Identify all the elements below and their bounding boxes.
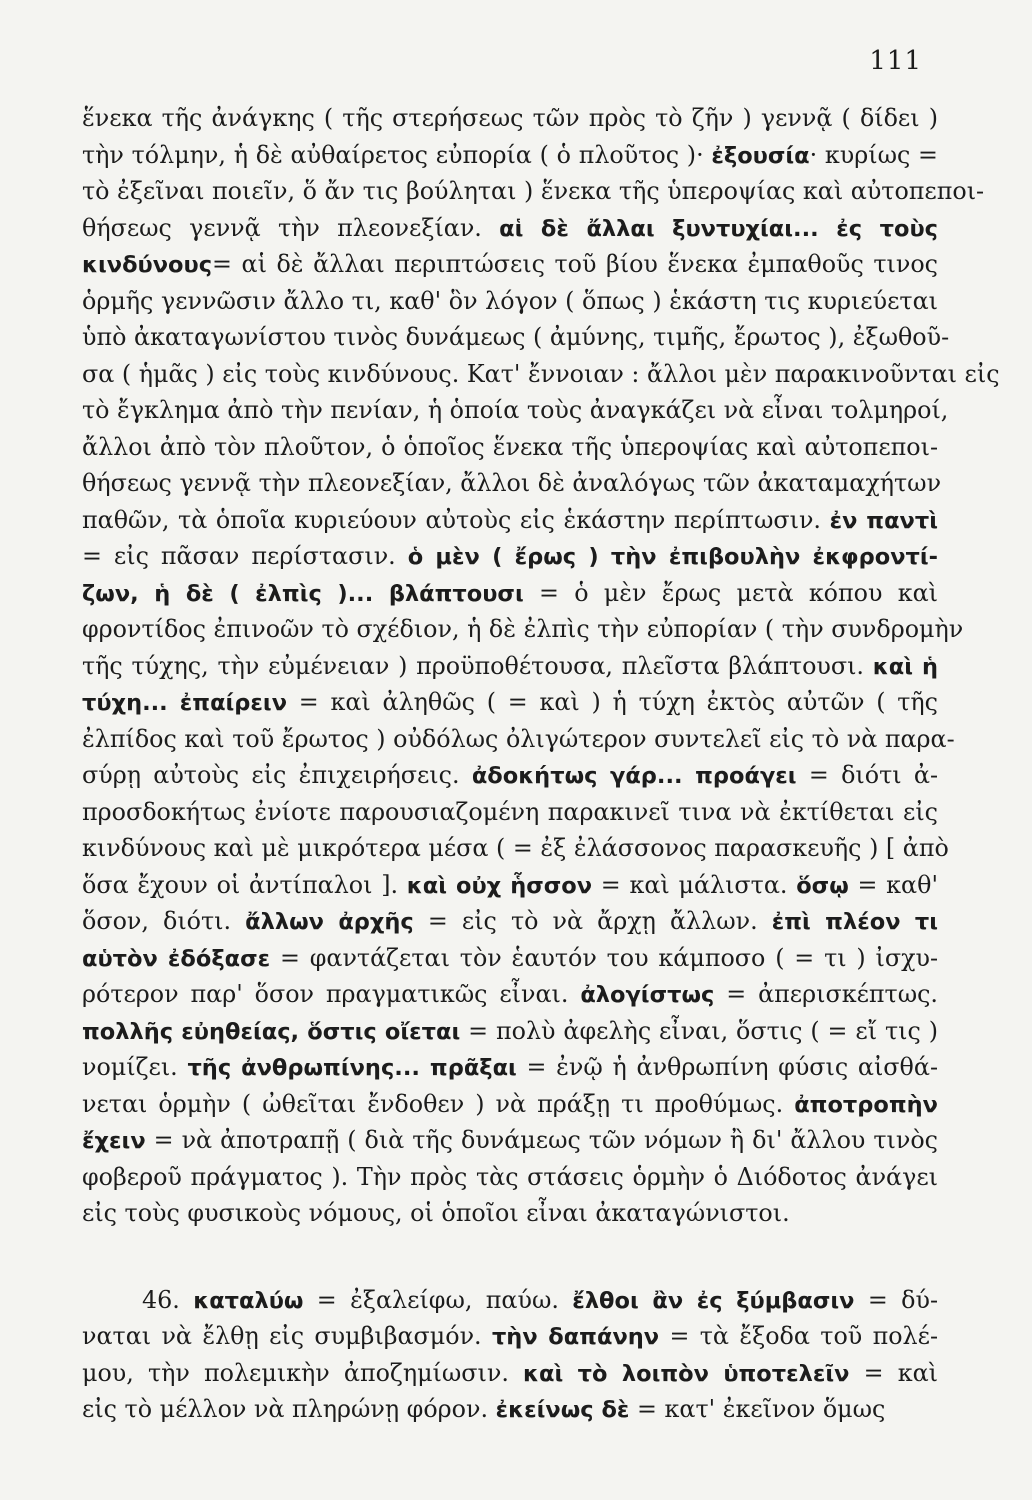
gloss-text: νομίζει. <box>82 1053 188 1081</box>
gloss-text: προσδοκήτως ἐνίοτε παρουσιαζομένη παρακινεῖ τινα νὰ ἐκτίθεται εἰς <box>82 797 938 826</box>
gloss-text: = πολὺ ἀφελὴς εἶναι, ὅστις ( = εἴ τις ) <box>460 1016 938 1045</box>
gloss-text: ἄλλοι ἀπὸ τὸν πλοῦτον, ὁ ὁποῖος ἕνεκα τῆς ὑπεροψίας καὶ αὐτοπεποι- <box>82 432 938 461</box>
text-line <box>82 392 949 429</box>
text-line <box>82 1355 938 1392</box>
gloss-text: ὁρμῆς γεννῶσιν ἄλλο τι, καθ' ὃν λόγον ( ὅπως ) ἑκάστη τις κυριεύεται <box>82 286 938 315</box>
gloss-text: παθῶν, τὰ ὁποῖα κυριεύουν αὐτοὺς εἰς ἑκάστην περίπτωσιν. <box>82 505 830 534</box>
lemma-text: κινδύνους <box>82 252 213 278</box>
paragraph-commentary-46 <box>82 1282 938 1428</box>
page-number: 111 <box>869 46 922 76</box>
text-line <box>82 940 938 977</box>
gloss-text: ρότερον παρ' ὅσον πραγματικῶς εἶναι. <box>82 980 581 1008</box>
gloss-text: = φαντάζεται τὸν ἑαυτόν του κάμποσο ( = τι ) ἰσχυ- <box>270 943 938 972</box>
text-line <box>82 246 938 283</box>
gloss-text: τῆς τύχης, τὴν εὐμένειαν ) προϋποθέτουσα, πλεῖστα βλάπτουσι. <box>82 651 873 680</box>
gloss-text: = εἰς τὸ νὰ ἄρχῃ ἄλλων. <box>413 907 772 935</box>
gloss-text: ναται νὰ ἔλθῃ εἰς συμβιβασμόν. <box>82 1322 492 1350</box>
lemma-text: ὅσῳ <box>796 872 849 899</box>
text-line <box>82 867 938 904</box>
gloss-text: νεται ὁρμὴν ( ὠθεῖται ἔνδοθεν ) νὰ πράξῃ τι προθύμως. <box>82 1089 795 1118</box>
text-line <box>82 1086 938 1123</box>
lemma-text: αὑτὸν ἐδόξασε <box>82 945 271 972</box>
gloss-text: = καὶ ἀληθῶς ( = καὶ ) ἡ τύχη ἐκτὸς αὐτῶν ( τῆς <box>287 688 938 716</box>
text-line <box>82 757 938 794</box>
gloss-text: σύρῃ αὐτοὺς εἰς ἐπιχειρήσεις. <box>82 761 472 789</box>
text-line <box>82 1195 938 1232</box>
lemma-text: ἐκείνως δὲ <box>495 1397 630 1423</box>
text-line <box>82 721 955 758</box>
text-line <box>82 502 938 539</box>
text-line <box>82 137 938 174</box>
text-line <box>82 465 942 502</box>
gloss-text: = αἱ δὲ ἄλλαι περιπτώσεις τοῦ βίου ἕνεκα ἐμπαθοῦς τινος <box>212 250 938 278</box>
gloss-text: θήσεως γεννᾷ τὴν πλεονεξίαν, ἄλλοι δὲ ἀναλόγως τῶν ἀκαταμαχήτων <box>82 469 942 497</box>
lemma-text: ὁ μὲν ( ἔρως ) τὴν ἐπιβουλὴν ἐκφροντί- <box>407 544 939 570</box>
paragraph-commentary-45 <box>82 100 1000 1232</box>
lemma-text: ἐξουσία <box>711 142 810 169</box>
gloss-text: = νὰ ἀποτραπῇ ( διὰ τῆς δυνάμεως τῶν νόμων ἢ δι' ἄλλου τινὸς <box>145 1126 938 1154</box>
lemma-text: πολλῆς εὐηθείας, ὅστις οἴεται <box>82 1018 461 1045</box>
gloss-text: τὸ ἔγκλημα ἀπὸ τὴν πενίαν, ἡ ὁποία τοὺς ἀναγκάζει νὰ εἶναι τολμηροί, <box>82 396 949 424</box>
gloss-text: θήσεως γεννᾷ τὴν πλεονεξίαν. <box>82 213 500 242</box>
text-line <box>82 794 938 831</box>
gloss-text: ὅσον, διότι. <box>82 907 246 935</box>
gloss-text: ὅσα ἔχουν οἱ ἀντίπαλοι ]. <box>82 870 407 899</box>
gloss-text: εἰς τοὺς φυσικοὺς νόμους, οἱ ὁποῖοι εἶναι ἀκαταγώνιστοι. <box>82 1199 790 1227</box>
text-line <box>82 648 938 685</box>
lemma-text: ἄλλων ἀρχῆς <box>245 909 414 935</box>
gloss-text: = εἰς πᾶσαν περίστασιν. <box>82 542 408 570</box>
gloss-text: σα ( ἡμᾶς ) εἰς τοὺς κινδύνους. Κατ' ἔννοιαν : ἄλλοι μὲν παρακινοῦνται εἰς <box>82 359 1000 388</box>
paragraph-gap <box>82 1232 938 1282</box>
text-line <box>82 1282 938 1319</box>
text-line <box>82 611 964 648</box>
lemma-text: ἔχειν <box>82 1128 146 1154</box>
text-line <box>82 830 949 867</box>
text-line <box>82 1122 938 1159</box>
text-line <box>82 319 950 356</box>
commentary-text <box>82 100 1000 1428</box>
text-line <box>82 575 938 612</box>
text-line <box>82 684 938 721</box>
gloss-text: τὸ ἐξεῖναι ποιεῖν, ὅ ἄν τις βούληται ) ἕνεκα τῆς ὑπεροψίας καὶ αὐτοπεποι- <box>82 177 985 205</box>
gloss-text: τὴν τόλμην, ἡ δὲ αὐθαίρετος εὐπορία ( ὁ πλοῦτος )· <box>82 140 712 169</box>
gloss-text: = διότι ἀ- <box>796 761 938 789</box>
text-line <box>82 173 985 210</box>
text-line <box>82 283 938 320</box>
text-line <box>82 976 938 1013</box>
text-line <box>82 1049 938 1086</box>
gloss-text: = δύ- <box>854 1285 938 1314</box>
gloss-text: = τὰ ἔξοδα τοῦ πολέ- <box>659 1322 938 1350</box>
text-line <box>82 1391 938 1428</box>
lemma-text: τὴν δαπάνην <box>491 1324 660 1350</box>
lemma-text: τύχη... ἐπαίρειν <box>82 690 288 716</box>
lemma-text: ζων, ἡ δὲ ( ἐλπὶς )... βλάπτουσι <box>82 580 524 607</box>
gloss-text: εἰς τὸ μέλλον νὰ πληρώνῃ φόρον. <box>82 1395 496 1423</box>
text-line <box>82 1318 938 1355</box>
gloss-text: = καθ' <box>848 870 938 899</box>
gloss-text: κινδύνους καὶ μὲ μικρότερα μέσα ( = ἐξ ἐλάσσονος παρασκευῆς ) [ ἀπὸ <box>82 834 949 862</box>
text-line <box>82 210 938 247</box>
gloss-text: = καὶ μάλιστα. <box>592 870 797 899</box>
lemma-text: καταλύω <box>193 1287 304 1314</box>
text-line <box>82 903 938 940</box>
lemma-text: τῆς ἀνθρωπίνης... πρᾶξαι <box>187 1055 517 1081</box>
gloss-text: ὑπὸ ἀκαταγωνίστου τινὸς δυνάμεως ( ἀμύνης, τιμῆς, ἔρωτος ), ἐξωθοῦ- <box>82 323 950 351</box>
gloss-text: ἕνεκα τῆς ἀνάγκης ( τῆς στερήσεως τῶν πρὸς τὸ ζῆν ) γεννᾷ ( δίδει ) <box>82 104 938 132</box>
gloss-text: = ἐξαλείφω, παύω. <box>303 1285 573 1314</box>
gloss-text: = καὶ <box>849 1358 938 1387</box>
gloss-text: = ὁ μὲν ἔρως μετὰ κόπου καὶ <box>523 578 938 607</box>
text-line <box>82 356 1000 393</box>
lemma-text: καὶ ἡ <box>872 653 938 680</box>
lemma-text: καὶ οὐχ ἧσσον <box>406 872 593 899</box>
lemma-text: ἀποτροπὴν <box>794 1091 938 1118</box>
gloss-text: φοβεροῦ πράγματος ). Τὴν πρὸς τὰς στάσεις ὁρμὴν ὁ Διόδοτος ἀνάγει <box>82 1162 938 1191</box>
lemma-text: ἀδοκήτως γάρ... προάγει <box>471 763 797 789</box>
gloss-text: = ἀπερισκέπτως. <box>714 980 938 1008</box>
text-line <box>82 538 938 575</box>
gloss-text: = ἐνῷ ἡ ἀνθρωπίνη φύσις αἰσθά- <box>516 1053 938 1081</box>
lemma-text: ἐπὶ πλέον τι <box>771 909 939 935</box>
gloss-text: ἐλπίδος καὶ τοῦ ἔρωτος ) οὐδόλως ὀλιγώτερον συντελεῖ εἰς τὸ νὰ παρα- <box>82 724 955 753</box>
lemma-text: ἔλθοι ἂν ἐς ξύμβασιν <box>572 1287 855 1314</box>
text-line <box>82 1013 938 1050</box>
lemma-text: ἀλογίστως <box>580 982 715 1008</box>
text-line <box>82 100 938 137</box>
lemma-text: ἐν παντὶ <box>829 507 938 534</box>
lemma-text: καὶ τὸ λοιπὸν ὑποτελεῖν <box>523 1360 850 1387</box>
lemma-text: αἱ δὲ ἄλλαι ξυντυχίαι... ἐς τοὺς <box>499 215 938 242</box>
gloss-text: μου, τὴν πολεμικὴν ἀποζημίωσιν. <box>82 1358 524 1387</box>
gloss-text: φροντίδος ἐπινοῶν τὸ σχέδιον, ἡ δὲ ἐλπὶς τὴν εὐπορίαν ( τὴν συνδρομὴν <box>82 615 964 643</box>
gloss-text: · κυρίως = <box>809 140 938 169</box>
text-line <box>82 1159 938 1196</box>
gloss-text: = κατ' ἐκεῖνον ὅμως <box>629 1395 886 1423</box>
gloss-text: 46. <box>142 1285 194 1314</box>
text-line <box>82 429 938 466</box>
